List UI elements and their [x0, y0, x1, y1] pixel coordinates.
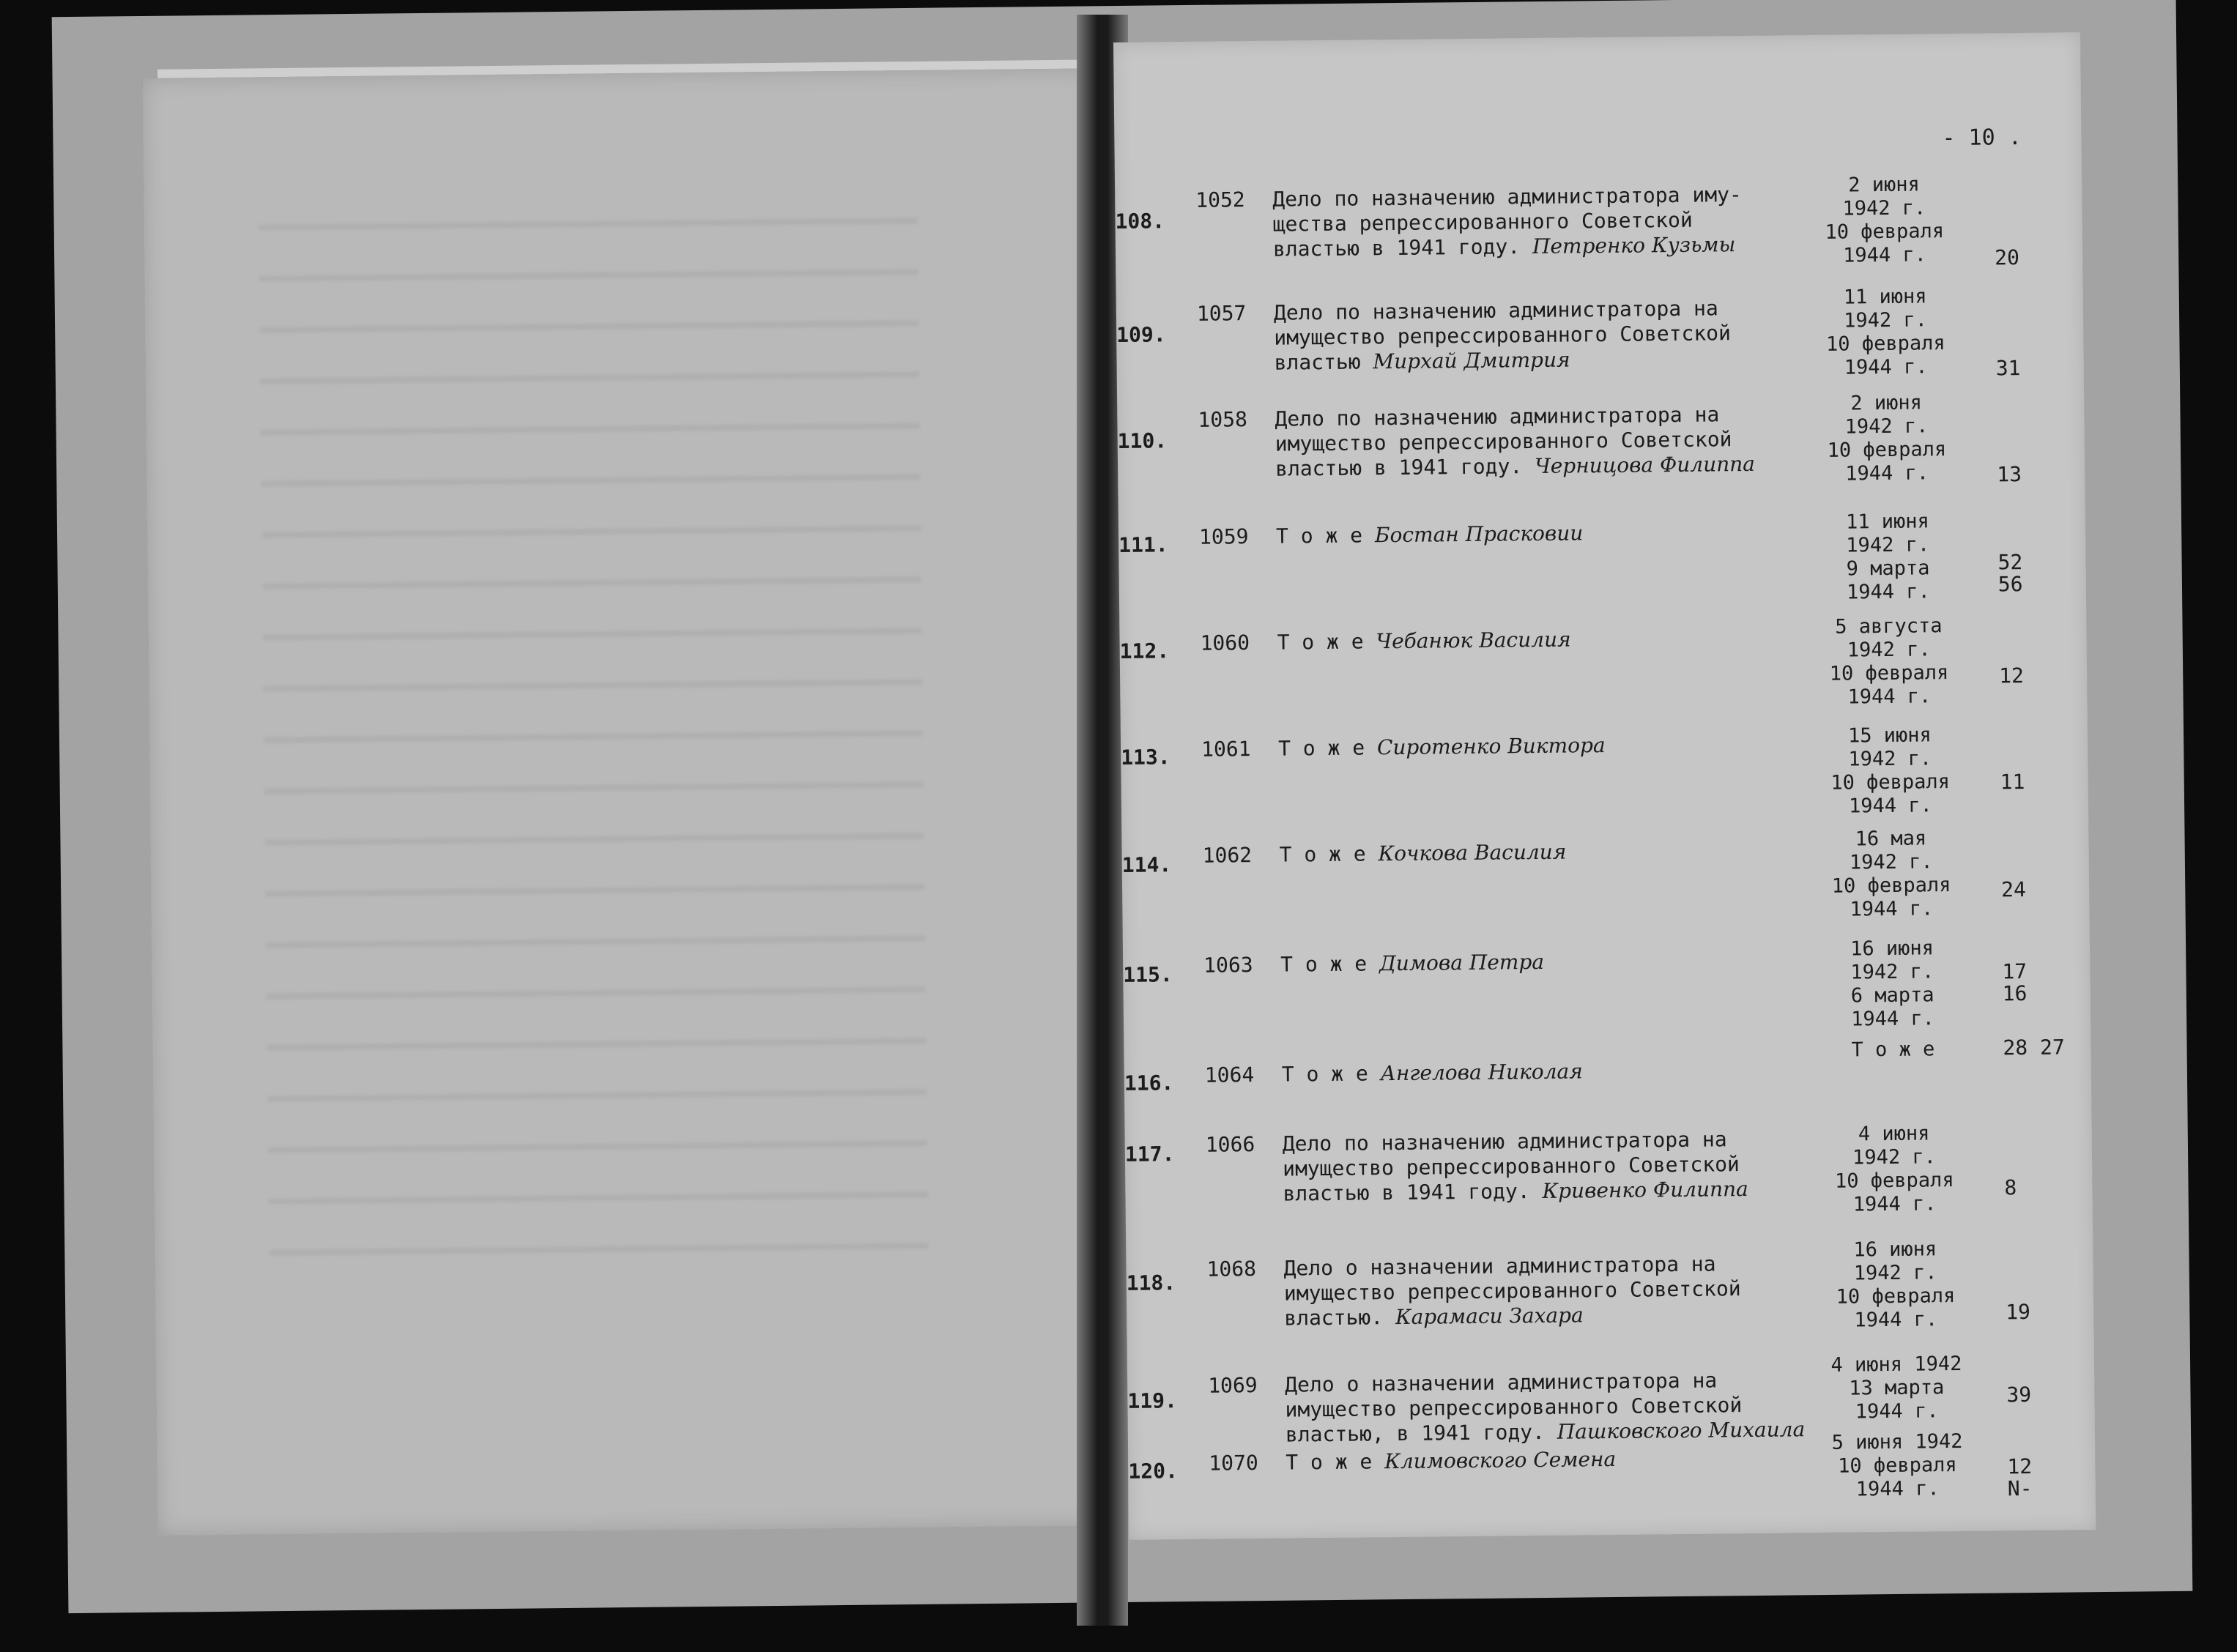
entry-number: 118.	[1126, 1270, 1176, 1295]
entry-code: 1062	[1202, 843, 1253, 868]
entry-108	[1115, 173, 2082, 270]
entry-number: 114.	[1121, 852, 1172, 877]
entry-code: 1063	[1203, 953, 1253, 978]
entry-title: Т о ж е Сиротенко Виктора	[1277, 733, 1606, 761]
handwritten-name: Климовского Семена	[1384, 1446, 1617, 1474]
entry-title: Дело по назначению администратора на имущество репрессированного Советской властью в 1941 году. Кривенко Филиппа	[1282, 1127, 1748, 1206]
entry-110	[1117, 391, 2084, 487]
entry-sheets: 17 16	[2002, 959, 2028, 1006]
entry-117	[1124, 1122, 2092, 1216]
show-through-text	[258, 172, 929, 1277]
entry-dates: 2 июня 1942 г. 10 февраля 1944 г.	[1825, 173, 1945, 267]
entry-code: 1057	[1196, 301, 1247, 326]
handwritten-name: Мирхай Дмитрия	[1373, 347, 1570, 374]
entry-number: 116.	[1124, 1071, 1174, 1095]
entry-dates: Т о ж е	[1851, 1038, 1935, 1062]
handwritten-name: Бостан Прасковии	[1374, 521, 1584, 548]
entry-number: 109.	[1116, 322, 1166, 347]
entry-dates: 16 июня 1942 г. 10 февраля 1944 г.	[1836, 1238, 1956, 1332]
entry-dates: 11 июня 1942 г. 9 марта 1944 г.	[1845, 510, 1930, 604]
entry-116	[1124, 1035, 2091, 1095]
entry-title: Дело по назначению администратора на имущество репрессированного Советской властью Мирхай Дмитрия	[1273, 296, 1732, 375]
inventory-page	[1113, 32, 2096, 1540]
entry-code: 1059	[1198, 524, 1249, 549]
entry-109	[1116, 285, 2083, 381]
entry-code: 1060	[1200, 630, 1250, 655]
entry-number: 120.	[1128, 1459, 1179, 1484]
entry-112	[1119, 614, 2086, 709]
entry-dates: 5 августа 1942 г. 10 февраля 1944 г.	[1829, 614, 1949, 709]
entry-dates: 16 июня 1942 г. 6 марта 1944 г.	[1850, 937, 1935, 1031]
entry-dates: 15 июня 1942 г. 10 февраля 1944 г.	[1830, 723, 1951, 818]
entry-111	[1118, 510, 2085, 604]
entry-title: Т о ж е Чебанюк Василия	[1277, 627, 1571, 655]
entry-113	[1121, 723, 2088, 818]
handwritten-name: Пашковского Михаила	[1557, 1417, 1806, 1444]
entry-115	[1123, 937, 2090, 1031]
entry-number: 115.	[1123, 962, 1173, 987]
entry-sheets: 28 27	[2003, 1035, 2065, 1060]
page-number: - 10 .	[1942, 124, 2022, 152]
entry-code: 1061	[1201, 737, 1251, 762]
entry-number: 117.	[1124, 1142, 1175, 1167]
entry-title: Дело по назначению администратора иму- щества репрессированного Советской властью в 1941 году. Петренко Кузьмы	[1272, 182, 1742, 261]
entry-dates: 2 июня 1942 г. 10 февраля 1944 г.	[1827, 391, 1947, 485]
entry-sheets: 12	[1998, 663, 2025, 688]
entry-number: 111.	[1118, 532, 1168, 557]
entry-number: 110.	[1117, 428, 1168, 453]
entry-title: Т о ж е Ангелова Николая	[1281, 1059, 1583, 1087]
entry-code: 1058	[1198, 407, 1248, 432]
entry-sheets: 52 56	[1997, 550, 2023, 597]
entry-number: 119.	[1127, 1388, 1178, 1413]
handwritten-name: Кочкова Василия	[1378, 839, 1567, 866]
entry-dates: 4 июня 1942 13 марта 1944 г.	[1830, 1352, 1962, 1424]
entry-title: Дело о назначении администратора на имущество репрессированного Советской властью. Карамаси Захара	[1283, 1251, 1741, 1331]
entry-sheets: 8	[2004, 1175, 2017, 1200]
entry-title: Т о ж е Бостан Прасковии	[1275, 521, 1584, 548]
entry-sheets: 11	[2000, 770, 2025, 795]
entry-118	[1126, 1238, 2093, 1332]
entry-dates: 11 июня 1942 г. 10 февраля 1944 г.	[1825, 285, 1945, 379]
entry-title: Т о ж е Димова Петра	[1280, 949, 1545, 977]
entry-title: Т о ж е Климовского Семена	[1286, 1446, 1617, 1475]
entry-code: 1068	[1206, 1257, 1257, 1281]
entry-114	[1121, 827, 2088, 921]
handwritten-name: Димова Петра	[1379, 949, 1545, 976]
entry-sheets: 13	[1997, 462, 2022, 487]
handwritten-name: Кривенко Филиппа	[1542, 1177, 1748, 1203]
entry-dates: 4 июня 1942 г. 10 февраля 1944 г.	[1834, 1122, 1954, 1216]
entry-code: 1052	[1195, 187, 1245, 212]
entry-sheets: 39	[2006, 1382, 2032, 1407]
entry-title: Дело о назначении администратора на имущество репрессированного Советской властью, в 1941 году. Пашковского Михаила	[1285, 1368, 1806, 1447]
handwritten-name: Петренко Кузьмы	[1532, 232, 1736, 259]
handwritten-name: Сиротенко Виктора	[1376, 733, 1606, 760]
handwritten-name: Карамаси Захара	[1395, 1303, 1584, 1330]
entry-sheets: 19	[2006, 1299, 2031, 1325]
handwritten-name: Ангелова Николая	[1380, 1059, 1583, 1086]
entry-code: 1066	[1205, 1132, 1255, 1157]
entry-code: 1069	[1208, 1373, 1258, 1398]
entry-number: 108.	[1115, 209, 1165, 234]
entry-sheets: 31	[1995, 356, 2021, 381]
entry-code: 1070	[1209, 1451, 1258, 1476]
entry-dates: 5 июня 1942 10 февраля 1944 г.	[1831, 1429, 1963, 1501]
entry-code: 1064	[1204, 1063, 1255, 1087]
handwritten-name: Чебанюк Василия	[1376, 627, 1571, 654]
entry-dates: 16 мая 1942 г. 10 февраля 1944 г.	[1831, 827, 1951, 921]
entry-title: Т о ж е Кочкова Василия	[1279, 839, 1567, 867]
entry-number: 113.	[1121, 745, 1171, 770]
handwritten-name: Черницова Филиппа	[1534, 451, 1756, 479]
entry-sheets: 12 N-	[2007, 1454, 2033, 1501]
entry-sheets: 20	[1994, 245, 2020, 270]
entry-119	[1127, 1352, 2094, 1447]
entry-number: 112.	[1119, 639, 1170, 663]
entry-title: Дело по назначению администратора на имущество репрессированного Советской властью в 1941 году. Черницова Филиппа	[1275, 402, 1756, 481]
entry-sheets: 24	[2001, 877, 2027, 902]
